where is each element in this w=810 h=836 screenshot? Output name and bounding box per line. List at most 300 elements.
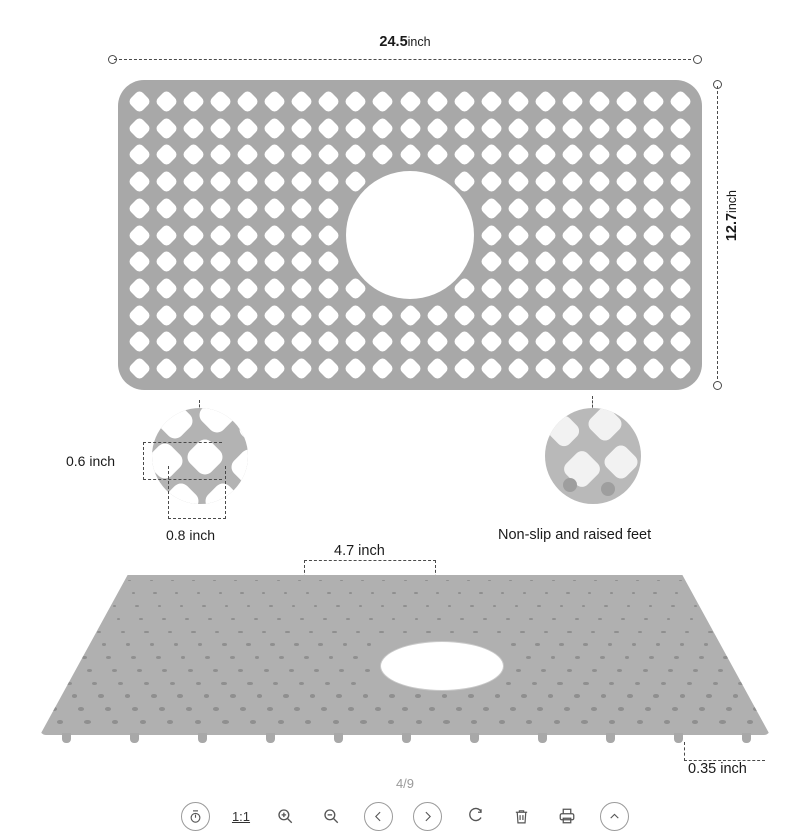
mat-hole	[182, 303, 206, 327]
mat-texture-dot	[501, 592, 504, 594]
mat-hole	[614, 170, 638, 194]
mat-texture-dot	[339, 669, 344, 672]
mat-texture-dot	[495, 694, 501, 697]
mat-texture-dot	[361, 580, 364, 582]
mat-hole	[614, 89, 638, 113]
mat-foot	[538, 733, 547, 743]
mat-texture-dot	[121, 631, 125, 634]
mat-texture-dot	[614, 631, 618, 634]
mat-hole	[317, 330, 341, 354]
mat-hole	[560, 143, 584, 167]
mat-texture-dot	[548, 694, 554, 697]
mat-texture-dot	[213, 669, 218, 672]
mat-hole	[668, 196, 692, 220]
mat-hole	[263, 170, 287, 194]
mat-texture-dot	[294, 643, 298, 646]
mat-texture-dot	[573, 580, 576, 582]
mat-hole	[155, 303, 179, 327]
mat-hole	[452, 357, 476, 381]
mat-hole	[587, 357, 611, 381]
mat-hole	[479, 116, 503, 140]
mat-hole	[263, 143, 287, 167]
mat-hole	[587, 196, 611, 220]
mat-texture-dot	[392, 618, 396, 620]
mat-hole	[479, 303, 503, 327]
mat-hole	[236, 89, 260, 113]
mat-texture-dot	[289, 669, 294, 672]
mat-texture-dot	[329, 656, 334, 659]
mat-texture-dot	[240, 592, 243, 594]
mat-hole	[425, 330, 449, 354]
mat-hole	[452, 89, 476, 113]
mat-texture-dot	[299, 682, 304, 685]
mat-texture-dot	[680, 694, 686, 697]
label-top-width	[108, 34, 702, 50]
callout-nonslip-hole	[585, 408, 625, 444]
mat-texture-dot	[632, 592, 635, 594]
mat-texture-dot	[468, 694, 474, 697]
mat-hole	[371, 357, 395, 381]
mat-hole	[317, 250, 341, 274]
mat-texture-dot	[304, 656, 309, 659]
mat-hole	[236, 170, 260, 194]
mat-texture-dot	[488, 580, 491, 582]
mat-texture-dot	[554, 720, 560, 724]
mat-texture-dot	[247, 682, 252, 685]
mat-hole	[452, 276, 476, 300]
mat-hole	[209, 196, 233, 220]
mat-hole	[641, 276, 665, 300]
mat-hole	[506, 357, 530, 381]
mat-texture-dot	[581, 720, 587, 724]
mat-foot	[606, 733, 615, 743]
mat-texture-dot	[657, 580, 660, 582]
mat-hole	[506, 276, 530, 300]
mat-texture-dot	[381, 605, 385, 607]
mat-texture-dot	[672, 707, 678, 711]
mat-texture-dot	[159, 707, 165, 711]
mat-texture-dot	[583, 682, 588, 685]
mat-hole	[479, 143, 503, 167]
mat-texture-dot	[213, 707, 219, 711]
mat-texture-dot	[653, 592, 656, 594]
mat-texture-dot	[153, 592, 156, 594]
mat-hole	[127, 170, 151, 194]
mat-texture-dot	[140, 720, 146, 724]
mat-texture-dot	[66, 682, 71, 685]
mat-hole	[155, 276, 179, 300]
mat-hole	[236, 303, 260, 327]
mat-texture-dot	[150, 643, 154, 646]
mat-texture-dot	[192, 580, 195, 582]
mat-hole	[641, 357, 665, 381]
mat-texture-dot	[221, 682, 226, 685]
mat-texture-dot	[493, 605, 497, 607]
mat-texture-dot	[388, 720, 394, 724]
mat-hole	[668, 143, 692, 167]
zoom-out-button[interactable]	[318, 803, 344, 829]
mat-hole	[668, 276, 692, 300]
mat-texture-dot	[332, 631, 336, 634]
mat-hole	[317, 276, 341, 300]
mat-hole	[398, 116, 422, 140]
mat-texture-dot	[618, 707, 624, 711]
mat-texture-dot	[653, 694, 659, 697]
mat-texture-dot	[483, 707, 489, 711]
mat-hole	[127, 196, 151, 220]
mat-hole	[182, 223, 206, 247]
mat-texture-dot	[552, 580, 555, 582]
mat-texture-dot	[509, 580, 512, 582]
mat-hole	[317, 357, 341, 381]
mat-texture-dot	[574, 694, 580, 697]
mat-texture-dot	[150, 580, 153, 582]
mat-hole	[371, 330, 395, 354]
mat-texture-dot	[649, 656, 654, 659]
mat-texture-dot	[675, 592, 678, 594]
mat-texture-dot	[671, 605, 675, 607]
mat-hole	[263, 250, 287, 274]
mat-hole	[641, 303, 665, 327]
mat-hole	[533, 330, 557, 354]
mat-texture-dot	[415, 618, 419, 620]
mat-texture-dot	[442, 694, 448, 697]
mat-hole	[614, 330, 638, 354]
label-drain-diameter: 4.7 inch	[334, 543, 385, 559]
mat-hole	[533, 357, 557, 381]
mat-texture-dot	[231, 618, 235, 620]
mat-hole	[533, 116, 557, 140]
mat-foot	[674, 733, 683, 743]
mat-texture-dot	[680, 643, 684, 646]
mat-hole	[371, 143, 395, 167]
mat-foot	[62, 733, 71, 743]
mat-hole	[614, 276, 638, 300]
dimension-line-horizontal	[114, 59, 696, 60]
mat-texture-dot	[532, 682, 537, 685]
mat-hole	[479, 357, 503, 381]
mat-hole	[290, 303, 314, 327]
print-button[interactable]	[554, 803, 580, 829]
mat-texture-dot	[694, 605, 698, 607]
fit-to-page-button[interactable]	[181, 802, 210, 831]
mat-texture-dot	[632, 643, 636, 646]
mat-texture-dot	[151, 694, 157, 697]
mat-texture-dot	[456, 707, 462, 711]
mat-texture-dot	[87, 669, 92, 672]
mat-hole	[209, 143, 233, 167]
mat-texture-dot	[222, 643, 226, 646]
mat-texture-dot	[371, 592, 374, 594]
mat-hole	[641, 250, 665, 274]
mat-hole	[506, 223, 530, 247]
perspective-drain-cutout	[380, 641, 504, 691]
mat-hole	[614, 143, 638, 167]
mat-hole	[155, 223, 179, 247]
mat-texture-dot	[375, 707, 381, 711]
mat-texture-dot	[262, 592, 265, 594]
mat-texture-dot	[325, 682, 330, 685]
mat-texture-dot	[637, 720, 643, 724]
mat-texture-dot	[162, 618, 166, 620]
callout-raised-foot	[563, 478, 577, 492]
mat-texture-dot	[753, 707, 759, 711]
mat-texture-dot	[310, 694, 316, 697]
mat-texture-dot	[348, 707, 354, 711]
mat-texture-dot	[359, 605, 363, 607]
mat-hole	[506, 196, 530, 220]
mat-hole	[236, 223, 260, 247]
zoom-in-button[interactable]	[272, 803, 298, 829]
dimension-cap-right	[693, 55, 702, 64]
mat-hole	[479, 250, 503, 274]
mat-hole	[425, 303, 449, 327]
mat-hole	[560, 276, 584, 300]
mat-texture-dot	[627, 694, 633, 697]
mat-texture-dot	[185, 618, 189, 620]
mat-texture-dot	[156, 656, 161, 659]
mat-hole	[182, 330, 206, 354]
mat-texture-dot	[117, 618, 121, 620]
mat-hole	[236, 196, 260, 220]
mat-texture-dot	[323, 618, 327, 620]
mat-hole	[452, 303, 476, 327]
mat-hole	[209, 116, 233, 140]
dimension-cap-bottom	[713, 381, 722, 390]
mat-texture-dot	[460, 618, 464, 620]
mat-texture-dot	[170, 682, 175, 685]
mat-foot	[198, 733, 207, 743]
mat-texture-dot	[483, 618, 487, 620]
mat-texture-dot	[600, 656, 605, 659]
mat-texture-dot	[426, 631, 430, 634]
mat-texture-dot	[679, 580, 682, 582]
mat-hole	[344, 116, 368, 140]
previous-page-button[interactable]	[364, 802, 393, 831]
mat-hole	[290, 223, 314, 247]
mat-texture-dot	[443, 720, 449, 724]
mat-texture-dot	[559, 643, 563, 646]
mat-texture-dot	[537, 707, 543, 711]
mat-hole	[587, 116, 611, 140]
mat-texture-dot	[168, 631, 172, 634]
mat-texture-dot	[365, 669, 370, 672]
mat-texture-dot	[450, 631, 454, 634]
mat-texture-dot	[240, 707, 246, 711]
mat-texture-dot	[246, 643, 250, 646]
mat-texture-dot	[583, 643, 587, 646]
mat-texture-dot	[608, 643, 612, 646]
mat-texture-dot	[356, 631, 360, 634]
mat-texture-dot	[204, 694, 210, 697]
mat-hole	[560, 223, 584, 247]
mat-texture-dot	[284, 592, 287, 594]
mat-texture-dot	[719, 720, 725, 724]
next-page-button[interactable]	[413, 802, 442, 831]
mat-texture-dot	[238, 631, 242, 634]
mat-hole	[317, 170, 341, 194]
mat-texture-dot	[467, 580, 470, 582]
mat-texture-dot	[544, 631, 548, 634]
mat-texture-dot	[598, 618, 602, 620]
mat-texture-dot	[198, 643, 202, 646]
mat-texture-dot	[610, 592, 613, 594]
mat-texture-dot	[346, 618, 350, 620]
actual-size-button[interactable]: 1:1	[231, 808, 251, 824]
mat-hole	[641, 89, 665, 113]
mat-hole	[127, 250, 151, 274]
mat-hole	[614, 116, 638, 140]
mat-hole	[587, 303, 611, 327]
mat-texture-dot	[57, 720, 63, 724]
mat-hole	[560, 170, 584, 194]
mat-texture-dot	[615, 580, 618, 582]
mat-hole	[560, 196, 584, 220]
mat-foot	[402, 733, 411, 743]
mat-texture-dot	[343, 643, 347, 646]
mat-hole	[641, 223, 665, 247]
dimension-right-height	[716, 80, 718, 390]
mat-texture-dot	[644, 618, 648, 620]
mat-hole	[155, 357, 179, 381]
mat-texture-dot	[82, 656, 87, 659]
mat-texture-dot	[699, 707, 705, 711]
delete-button[interactable]	[508, 803, 534, 829]
mat-hole	[641, 116, 665, 140]
mat-texture-dot	[541, 669, 546, 672]
mat-texture-dot	[340, 580, 343, 582]
mat-texture-dot	[692, 720, 698, 724]
mat-texture-dot	[112, 720, 118, 724]
mat-texture-dot	[687, 682, 692, 685]
mat-texture-dot	[479, 592, 482, 594]
mat-hole	[533, 143, 557, 167]
mat-hole	[560, 357, 584, 381]
mat-texture-dot	[102, 643, 106, 646]
mat-texture-dot	[645, 707, 651, 711]
mat-hole	[236, 250, 260, 274]
mat-texture-dot	[733, 694, 739, 697]
mat-texture-dot	[112, 669, 117, 672]
mat-hole	[560, 116, 584, 140]
mat-texture-dot	[255, 656, 260, 659]
mat-texture-dot	[674, 656, 679, 659]
page-counter: 4/9	[395, 776, 415, 791]
collapse-button[interactable]	[600, 802, 629, 831]
mat-foot	[266, 733, 275, 743]
mat-hole	[479, 330, 503, 354]
label-top-width-unit: inch	[407, 35, 431, 49]
mat-texture-dot	[526, 720, 532, 724]
mat-hole	[155, 196, 179, 220]
mat-texture-dot	[635, 682, 640, 685]
mat-texture-dot	[279, 656, 284, 659]
mat-hole	[209, 170, 233, 194]
mat-hole	[263, 276, 287, 300]
mat-texture-dot	[704, 643, 708, 646]
mat-hole	[317, 116, 341, 140]
mat-texture-dot	[621, 618, 625, 620]
mat-texture-dot	[426, 605, 430, 607]
mat-texture-dot	[273, 682, 278, 685]
rotate-button[interactable]	[462, 803, 488, 829]
mat-texture-dot	[219, 592, 222, 594]
mat-texture-dot	[638, 631, 642, 634]
mat-texture-dot	[106, 656, 111, 659]
mat-texture-dot	[225, 605, 229, 607]
mat-hole	[182, 170, 206, 194]
mat-hole	[506, 89, 530, 113]
mat-hole	[209, 223, 233, 247]
mat-hole	[668, 116, 692, 140]
mat-hole	[344, 89, 368, 113]
mat-hole	[317, 223, 341, 247]
mat-texture-dot	[526, 656, 531, 659]
mat-hole	[614, 303, 638, 327]
mat-hole	[641, 143, 665, 167]
mat-texture-dot	[215, 631, 219, 634]
mat-texture-dot	[545, 592, 548, 594]
mat-hole	[425, 357, 449, 381]
mat-texture-dot	[349, 592, 352, 594]
callout-mat-hole	[154, 408, 196, 442]
mat-texture-dot	[708, 631, 712, 634]
mat-hole	[614, 223, 638, 247]
drain-cutout	[346, 171, 474, 299]
mat-texture-dot	[706, 694, 712, 697]
mat-hole	[263, 89, 287, 113]
mat-texture-dot	[267, 707, 273, 711]
mat-hole	[182, 143, 206, 167]
mat-texture-dot	[511, 643, 515, 646]
mat-hole	[398, 89, 422, 113]
mat-hole	[236, 143, 260, 167]
callout-nonslip-detail	[545, 408, 641, 504]
label-nonslip-feet: Non-slip and raised feet	[498, 527, 652, 543]
mat-texture-dot	[351, 682, 356, 685]
mat-texture-dot	[529, 618, 533, 620]
mat-texture-dot	[222, 720, 228, 724]
mat-texture-dot	[213, 580, 216, 582]
mat-texture-dot	[718, 669, 723, 672]
mat-texture-dot	[699, 656, 704, 659]
mat-texture-dot	[191, 631, 195, 634]
mat-hole	[668, 357, 692, 381]
mat-hole	[506, 303, 530, 327]
mat-texture-dot	[158, 605, 162, 607]
callout-nonslip-hole	[601, 442, 641, 482]
mat-hole	[668, 250, 692, 274]
mat-texture-dot	[269, 605, 273, 607]
mat-hole	[425, 116, 449, 140]
mat-texture-dot	[363, 694, 369, 697]
mat-texture-dot	[661, 682, 666, 685]
mat-foot	[130, 733, 139, 743]
mat-hole	[317, 196, 341, 220]
mat-hole	[290, 276, 314, 300]
mat-texture-dot	[458, 592, 461, 594]
mat-texture-dot	[84, 720, 90, 724]
mat-texture-dot	[197, 592, 200, 594]
mat-hole	[263, 196, 287, 220]
sink-mat-top-view	[118, 80, 702, 390]
mat-hole	[398, 143, 422, 167]
mat-texture-dot	[113, 605, 117, 607]
mat-perspective-body	[40, 575, 770, 735]
mat-texture-dot	[575, 618, 579, 620]
mat-texture-dot	[436, 592, 439, 594]
mat-texture-dot	[139, 618, 143, 620]
